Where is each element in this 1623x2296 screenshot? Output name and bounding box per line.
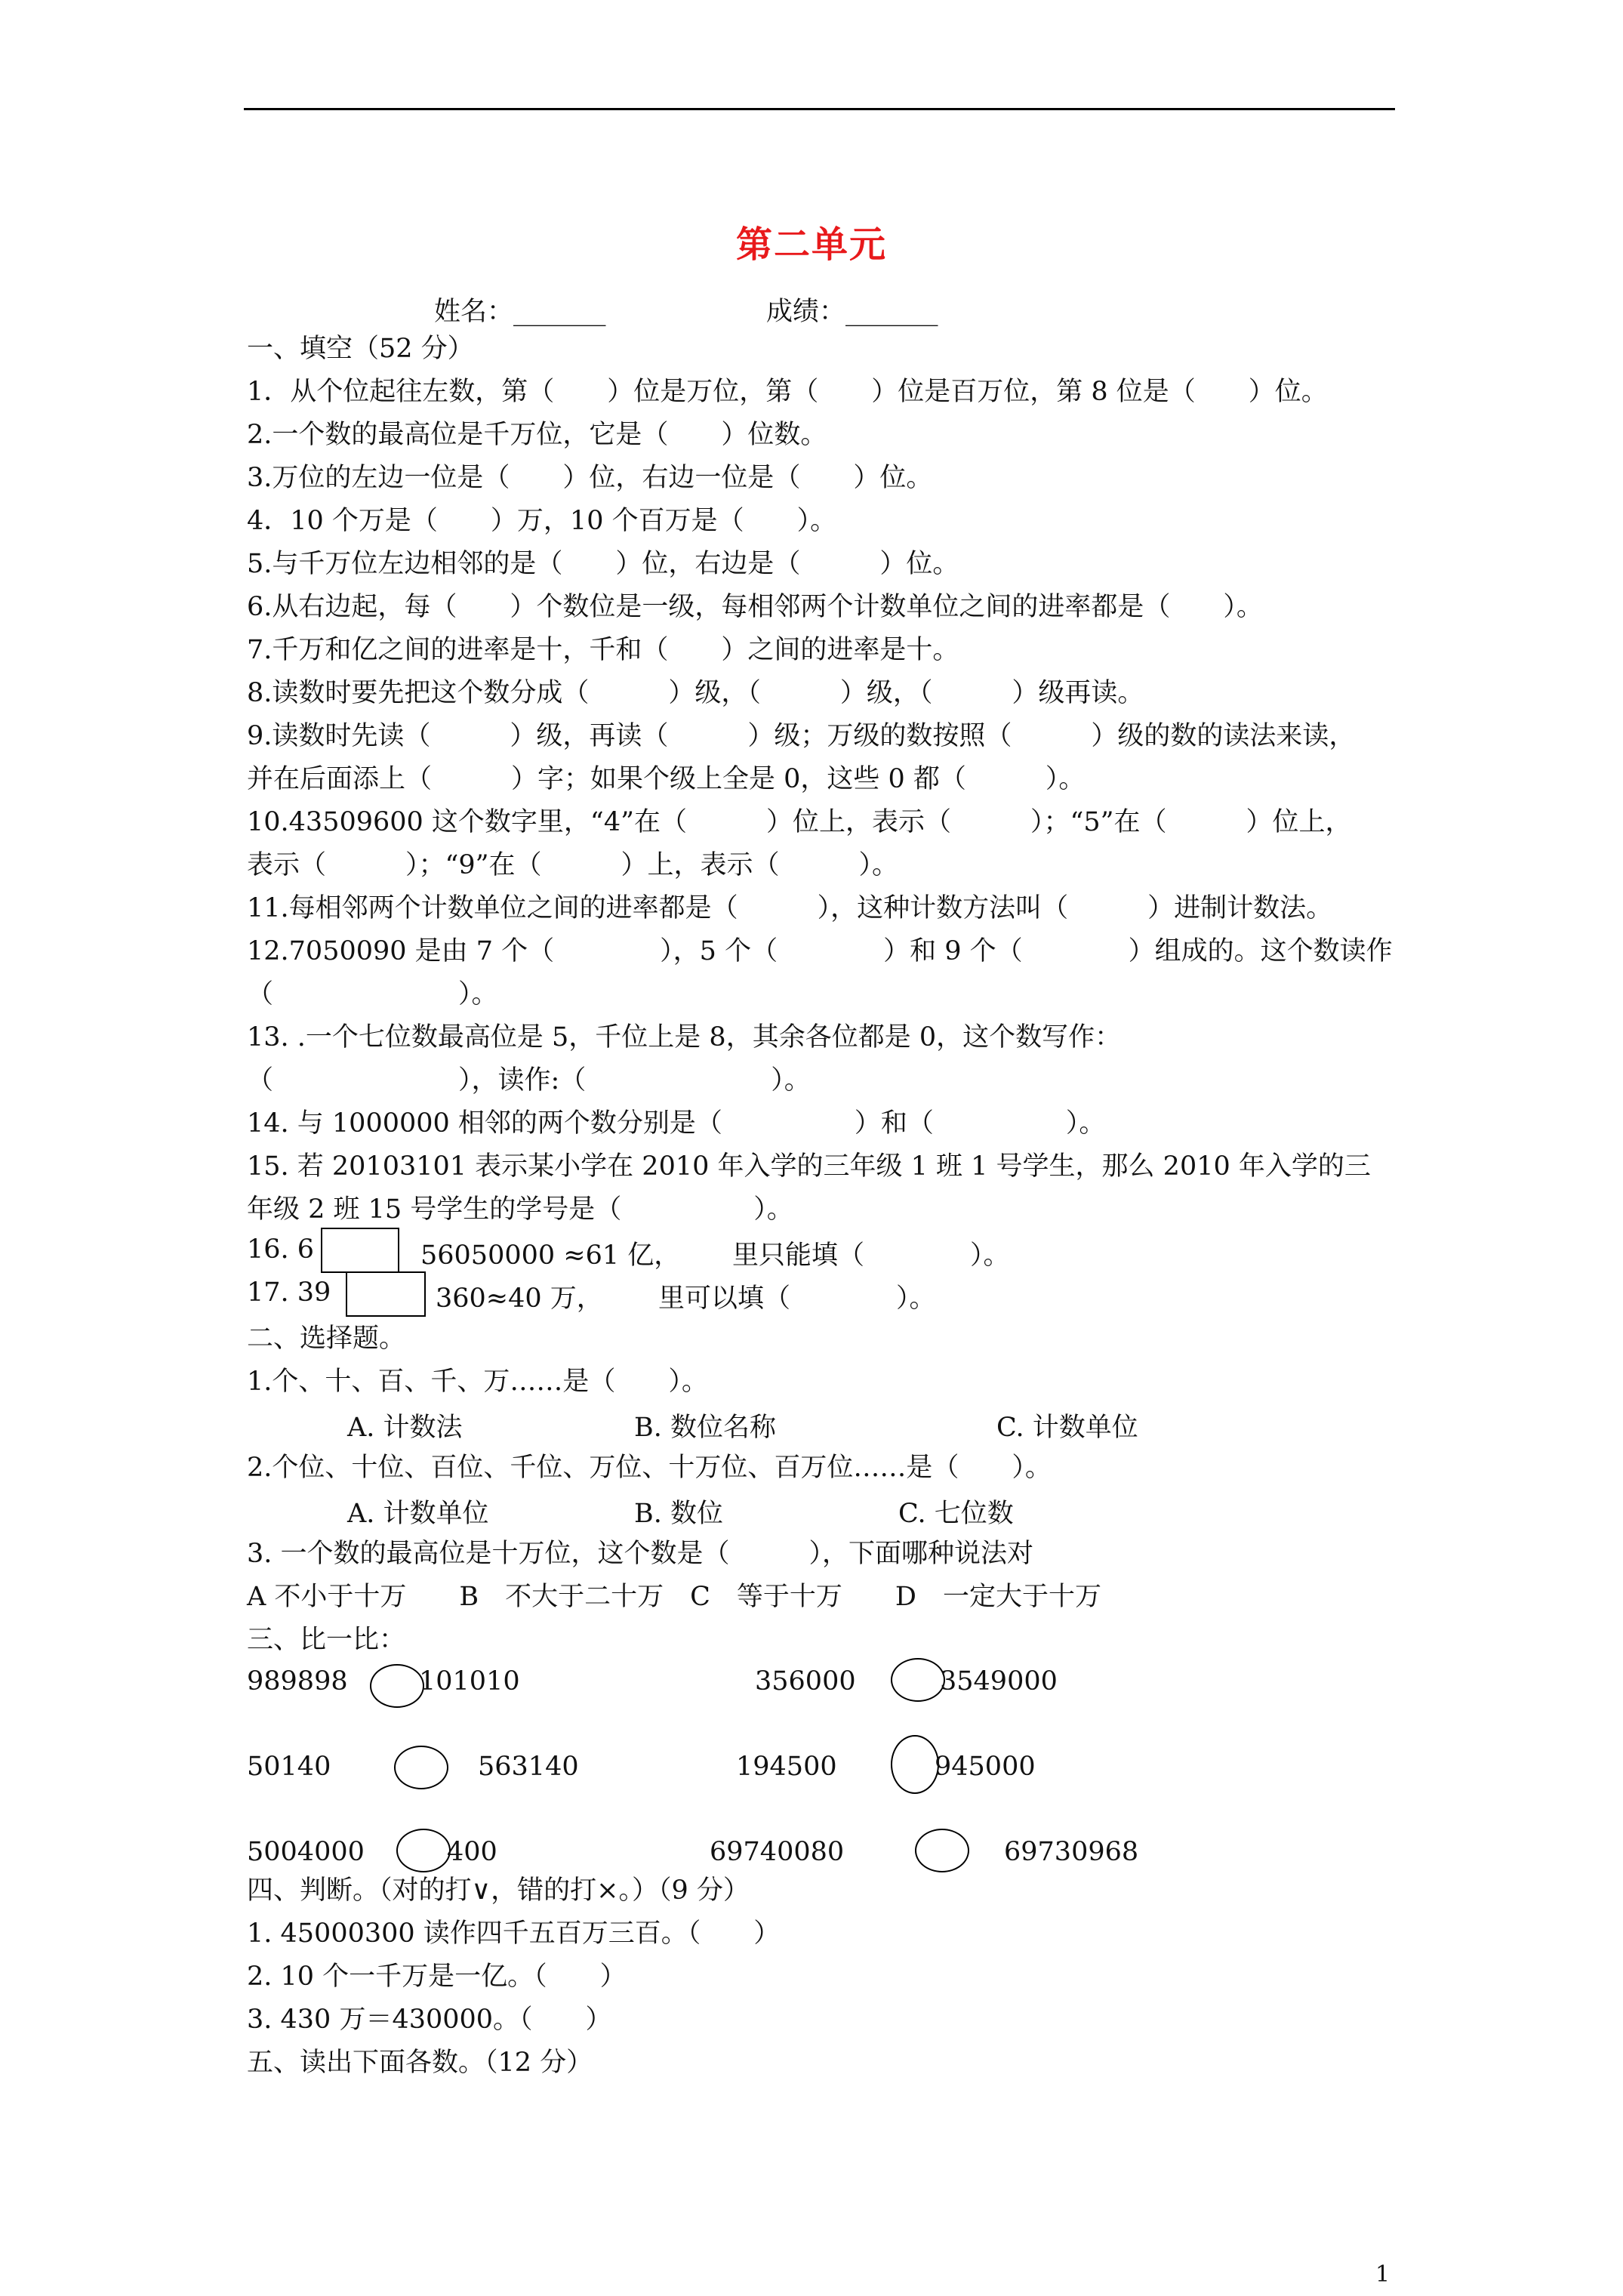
question-line: 13. .一个七位数最高位是 5，千位上是 8，其余各位都是 0，这个数写作： (247, 1022, 1122, 1052)
compare-right: 69730968 (1004, 1837, 1139, 1867)
section-1-heading: 一、填空（52 分） (247, 334, 474, 364)
q16-prefix: 16. 6 (247, 1234, 315, 1265)
section-4-heading: 四、判断。（对的打∨，错的打×。）（9 分） (247, 1875, 750, 1906)
q17-prefix: 17. 39 (247, 1277, 331, 1308)
q17-middle: 360≈40 万， (436, 1284, 603, 1314)
question-line: 6.从右边起，每（ ）个数位是一级，每相邻两个计数单位之间的进率都是（ ）。 (247, 592, 1263, 622)
question-line: 1．从个位起往左数，第（ ）位是万位，第（ ）位是百万位，第 8 位是（ ）位。 (247, 377, 1328, 407)
section-3-heading: 三、比一比： (247, 1625, 406, 1655)
section-5-heading: 五、读出下面各数。（12 分） (247, 2048, 593, 2078)
choice-option-b: B. 数位 (634, 1499, 723, 1529)
question-line: 3.万位的左边一位是（ ）位，右边一位是（ ）位。 (247, 463, 933, 493)
choice-option-c: C. 计数单位 (996, 1413, 1138, 1443)
question-line: （ ），读作:（ ）。 (247, 1065, 811, 1096)
question-line: 8.读数时要先把这个数分成（ ）级，（ ）级，（ ）级再读。 (247, 678, 1144, 708)
compare-circle (370, 1664, 424, 1708)
page-number: 1 (1375, 2261, 1390, 2288)
judge-item: 1. 45000300 读作四千五百万三百。（ ） (247, 1918, 781, 1949)
question-line: 15. 若 20103101 表示某小学在 2010 年入学的三年级 1 班 1 号学生，那么 2010 年入学的三 (247, 1151, 1371, 1182)
compare-circle (396, 1829, 451, 1872)
question-line: 年级 2 班 15 号学生的学号是（ ）。 (247, 1194, 793, 1225)
compare-circle (891, 1735, 939, 1794)
choice-option-c: C. 七位数 (898, 1499, 1014, 1529)
compare-circle (394, 1746, 448, 1789)
q17-answer-box (346, 1271, 426, 1317)
compare-left: 5004000 (247, 1837, 365, 1867)
question-line: 表示（ ）；“9”在（ ）上，表示（ ）。 (247, 850, 899, 880)
compare-right: 563140 (478, 1752, 579, 1782)
header-rule (244, 108, 1395, 110)
question-line: 11.每相邻两个计数单位之间的进率都是（ ），这种计数方法叫（ ）进制计数法。 (247, 893, 1333, 923)
choice-question: 2.个位、十位、百位、千位、万位、十万位、百万位……是（ ）。 (247, 1453, 1052, 1483)
question-line: 并在后面添上（ ）字；如果个级上全是 0，这些 0 都（ ）。 (247, 764, 1086, 794)
question-line: 4．10 个万是（ ）万，10 个百万是（ ）。 (247, 506, 837, 536)
score-field: 成绩：_______ (766, 297, 938, 327)
compare-circle (915, 1829, 969, 1872)
choice-option-a: A. 计数单位 (347, 1499, 489, 1529)
choice-option-b: B. 数位名称 (634, 1413, 776, 1443)
question-line: （ ）。 (247, 979, 498, 1009)
choice-options: A 不小于十万 B 不大于二十万 C 等于十万 D 一定大于十万 (247, 1582, 1101, 1612)
compare-circle (891, 1658, 945, 1702)
judge-item: 3. 430 万＝430000。（ ） (247, 2005, 612, 2035)
question-line: 9.读数时先读（ ）级，再读（ ）级；万级的数按照（ ）级的数的读法来读， (247, 721, 1356, 751)
question-line: 7.千万和亿之间的进率是十，千和（ ）之间的进率是十。 (247, 635, 959, 665)
compare-right: 3549000 (940, 1666, 1058, 1697)
page-title: 第二单元 (735, 223, 887, 266)
question-line: 10.43509600 这个数字里，“4”在（ ）位上，表示（ ）；“5”在（ ）位上， (247, 807, 1352, 837)
q16-answer-box (321, 1228, 399, 1273)
q16-suffix: 里只能填（ ）。 (732, 1240, 1010, 1271)
section-2-heading: 二、选择题。 (247, 1324, 406, 1354)
choice-question: 3. 一个数的最高位是十万位，这个数是（ ），下面哪种说法对 (247, 1539, 1034, 1569)
question-line: 14. 与 1000000 相邻的两个数分别是（ ）和（ ）。 (247, 1108, 1106, 1139)
choice-option-a: A. 计数法 (347, 1413, 463, 1443)
q17-suffix: 里可以填（ ）。 (658, 1284, 936, 1314)
compare-left: 989898 (247, 1666, 348, 1697)
compare-right: 400 (447, 1837, 497, 1867)
question-line: 12.7050090 是由 7 个（ ），5 个（ ）和 9 个（ ）组成的。这个数读作 (247, 936, 1393, 966)
compare-left: 69740080 (710, 1837, 845, 1867)
compare-left: 194500 (736, 1752, 837, 1782)
name-field: 姓名：_______ (434, 297, 606, 327)
question-line: 5.与千万位左边相邻的是（ ）位，右边是（ ）位。 (247, 549, 959, 579)
compare-left: 50140 (247, 1752, 331, 1782)
compare-left: 356000 (755, 1666, 856, 1697)
compare-right: 101010 (419, 1666, 520, 1697)
judge-item: 2. 10 个一千万是一亿。（ ） (247, 1962, 627, 1992)
question-line: 2.一个数的最高位是千万位，它是（ ）位数。 (247, 420, 827, 450)
choice-question: 1.个、十、百、千、万……是（ ）。 (247, 1367, 708, 1397)
q16-middle: 56050000 ≈61 亿， (420, 1240, 681, 1271)
compare-right: 945000 (935, 1752, 1036, 1782)
